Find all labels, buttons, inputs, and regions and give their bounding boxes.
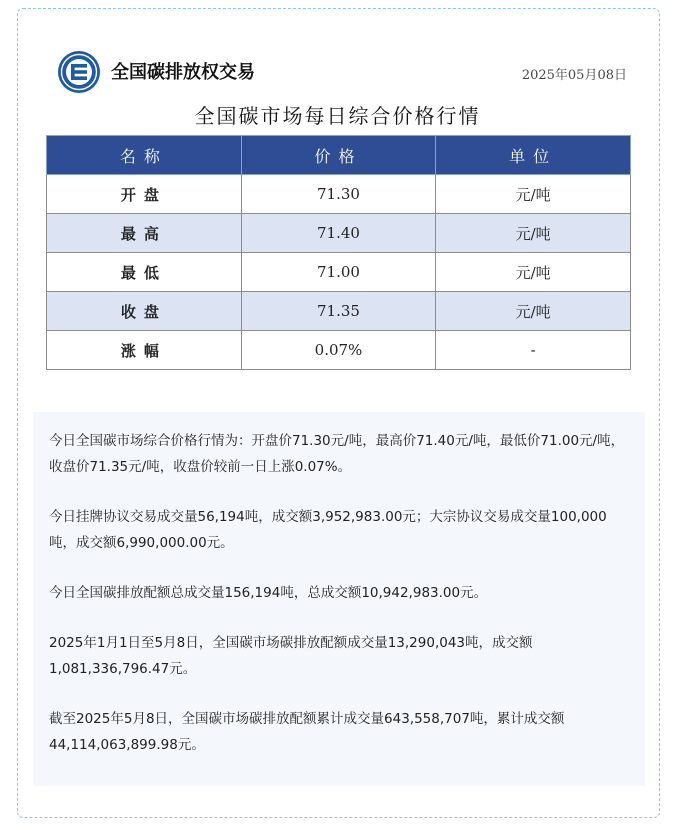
row-price: 71.00 [241, 253, 436, 292]
table-row [47, 331, 631, 370]
brand-name: 全国碳排放权交易 [111, 62, 255, 83]
table-row [47, 253, 631, 292]
summary-paragraph: 2025年1月1日至5月8日，全国碳市场碳排放配额成交量13,290,043吨，成交额1,081,336,796.47元。 [49, 635, 533, 677]
row-price: 71.35 [241, 292, 436, 331]
row-name: 最高 [47, 214, 242, 253]
summary-paragraph: 今日全国碳排放配额总成交量156,194吨，总成交额10,942,983.00元。 [49, 585, 488, 601]
table-row [47, 292, 631, 331]
row-price: 71.40 [241, 214, 436, 253]
column-header-price: 价格 [241, 136, 436, 175]
row-unit: - [436, 331, 631, 370]
column-header-unit: 单位 [436, 136, 631, 175]
row-name: 开盘 [47, 175, 242, 214]
exchange-logo-icon [57, 50, 101, 94]
row-price: 0.07% [241, 331, 436, 370]
summary-panel [33, 412, 645, 786]
row-unit: 元/吨 [436, 214, 631, 253]
table-row [47, 175, 631, 214]
row-unit: 元/吨 [436, 292, 631, 331]
row-name: 涨幅 [47, 331, 242, 370]
row-name: 收盘 [47, 292, 242, 331]
row-unit: 元/吨 [436, 175, 631, 214]
table-header-row [47, 136, 631, 175]
summary-paragraph: 今日全国碳市场综合价格行情为：开盘价71.30元/吨，最高价71.40元/吨，最低价71.00元/吨，收盘价71.35元/吨，收盘价较前一日上涨0.07%。 [49, 433, 625, 475]
summary-paragraph: 截至2025年5月8日，全国碳市场碳排放配额累计成交量643,558,707吨，累计成交额44,114,063,899.98元。 [49, 711, 565, 753]
row-price: 71.30 [241, 175, 436, 214]
price-table [46, 135, 631, 370]
table-row [47, 214, 631, 253]
page-title: 全国碳市场每日综合价格行情 [194, 104, 481, 128]
row-name: 最低 [47, 253, 242, 292]
summary-paragraph: 今日挂牌协议交易成交量56,194吨，成交额3,952,983.00元；大宗协议交易成交量100,000吨，成交额6,990,000.00元。 [49, 509, 607, 551]
row-unit: 元/吨 [436, 253, 631, 292]
report-date: 2025年05月08日 [521, 68, 627, 83]
column-header-name: 名称 [47, 136, 242, 175]
